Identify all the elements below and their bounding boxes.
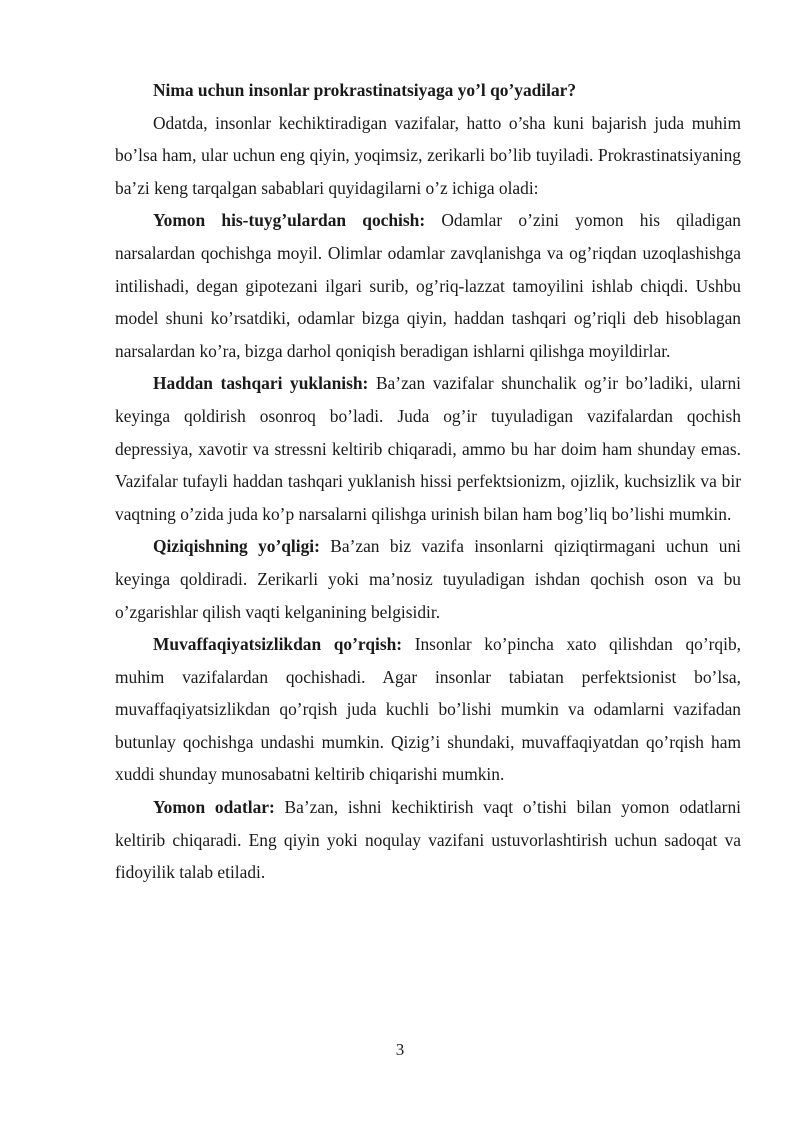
paragraph-text: Insonlar ko’pincha xato qilishdan qo’rqib, muhim vazifalardan qochishadi. Agar insonlar tabiatan perfektsionist bo’lsa, muvaffaqiyatsizlikdan qo’rqish juda kuchli bo’lishi mumkin va odamlarni vazifadan butunlay qochishga undashi mumkin. Qizig’i shundaki, muvaffaqiyatdan qo’rqish ham xuddi shunday munosabatni keltirib chiqarishi mumkin. [115,634,741,785]
paragraph-term: Qiziqishning yo’qligi: [153,536,320,557]
page-number: 3 [395,1040,405,1059]
paragraph-text: Ba’zan vazifalar shunchalik og’ir bo’ladiki, ularni keyinga qoldirish osonroq bo’ladi. Juda og’ir tuyuladigan vazifalardan qochish depressiya, xavotir va stressni keltirib chiqaradi, ammo bu har doim ham shunday emas. Vazifalar tufayli haddan tashqari yuklanish hissi perfektsionizm, ojizlik, kuchsizlik va bir vaqtning o’zida juda ko’p narsalarni qilishga urinish bilan ham bog’liq bo’lishi mumkin. [115,373,741,524]
paragraph-text: Odamlar o’zini yomon his qiladigan narsalardan qochishga moyil. Olimlar odamlar zavqlanishga va og’riqdan uzoqlashishga intilishadi, degan gipotezani ilgari surib, og’riq-lazzat tamoyilini ishlab chiqdi. Ushbu model shuni ko’rsatdiki, odamlar bizga qiyin, haddan tashqari og’riqli deb hisoblagan narsalardan ko’ra, bizga darhol qoniqish beradigan ishlarni qilishga moyildirlar. [115,210,741,361]
paragraph-term: Yomon odatlar: [153,797,275,818]
paragraph-fear-of-failure [115,628,741,791]
section-heading: Nima uchun insonlar prokrastinatsiyaga yo’l qo’yadilar? [153,80,577,100]
paragraph-text: Ba’zan, ishni kechiktirish vaqt o’tishi bilan yomon odatlarni keltirib chiqaradi. Eng qiyin yoki noqulay vazifani ustuvorlashtirish uchun sadoqat va fidoyilik talab etiladi. [115,797,742,883]
paragraph-term: Yomon his-tuyg’ulardan qochish: [153,210,426,231]
paragraph-bad-habits [115,791,741,889]
paragraph-term: Haddan tashqari yuklanish: [153,373,369,394]
document-body [115,74,741,889]
paragraph-lack-of-interest [115,530,741,628]
paragraph-avoiding-bad-feelings [115,204,741,367]
paragraph-overload [115,367,741,530]
paragraph-text: Ba’zan biz vazifa insonlarni qiziqtirmagani uchun uni keyinga qoldiradi. Zerikarli yoki ma’nosiz tuyuladigan ishdan qochish oson va bu o’zgarishlar qilish vaqti kelganining belgisidir. [115,536,741,622]
intro-paragraph: Odatda, insonlar kechiktiradigan vazifalar, hatto o’sha kuni bajarish juda muhim bo’lsa ham, ular uchun eng qiyin, yoqimsiz, zerikarli bo’lib tuyiladi. Prokrastinatsiyaning ba’zi keng tarqalgan sabablari quyidagilarni o’z ichiga oladi: [115,112,741,198]
paragraph-term: Muvaffaqiyatsizlikdan qo’rqish: [153,634,403,655]
